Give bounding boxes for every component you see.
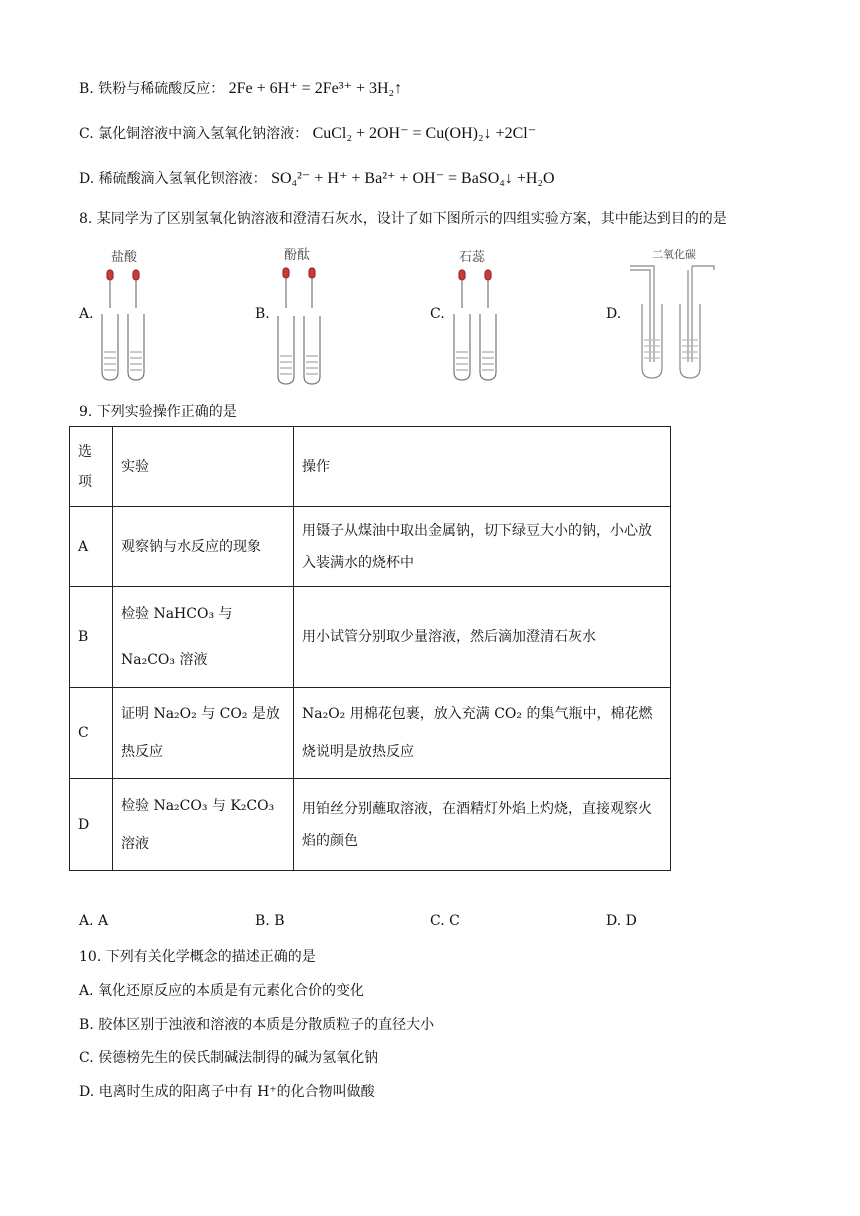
table-row <box>70 779 671 871</box>
table-row <box>70 688 671 779</box>
table-row <box>70 587 671 688</box>
row-experiment: 观察钠与水反应的现象 <box>113 507 294 587</box>
q8-option-b-letter: B. <box>255 306 270 322</box>
q7-option-d-equation: SO₄²⁻ + H⁺ + Ba²⁺ + OH⁻ = BaSO₄↓ +H₂O <box>271 170 555 187</box>
q8-option-b-reagent: 酚酞 <box>284 248 311 263</box>
q9-answer-a: A. A <box>79 913 109 929</box>
q7-option-b-label: B. 铁粉与稀硫酸反应： <box>79 81 225 97</box>
q7-option-b-equation: 2Fe + 6H⁺ = 2Fe³⁺ + 3H₂↑ <box>228 80 403 97</box>
q7-option-b <box>79 78 402 98</box>
q8-option-c-reagent: 石蕊 <box>459 250 486 265</box>
q10-option-d: D. 电离时生成的阳离子中有 H⁺的化合物叫做酸 <box>79 1084 375 1100</box>
q8-option-b-apparatus <box>272 264 332 386</box>
q10-option-c: C. 侯德榜先生的侯氏制碱法制得的碱为氢氧化钠 <box>79 1050 379 1066</box>
header-option: 选项 <box>70 427 113 507</box>
q8-option-d-letter: D. <box>606 306 622 322</box>
header-operation: 操作 <box>294 427 671 507</box>
q10-stem: 10. 下列有关化学概念的描述正确的是 <box>79 949 316 965</box>
q8-option-a-reagent: 盐酸 <box>111 250 138 265</box>
q8-option-c-apparatus <box>448 264 508 382</box>
header-experiment: 实验 <box>113 427 294 507</box>
q8-option-c-letter: C. <box>430 306 445 322</box>
q7-option-d <box>79 168 555 188</box>
q8-option-a-apparatus <box>96 264 156 382</box>
row-option: D <box>70 779 113 871</box>
q10-option-b: B. 胶体区别于浊液和溶液的本质是分散质粒子的直径大小 <box>79 1017 435 1033</box>
row-operation: 用小试管分别取少量溶液，然后滴加澄清石灰水 <box>294 587 671 688</box>
q9-answer-d: D. D <box>606 913 637 929</box>
row-operation: 用镊子从煤油中取出金属钠，切下绿豆大小的钠，小心放入装满水的烧杯中 <box>294 507 671 587</box>
q9-answer-b: B. B <box>255 913 285 929</box>
q10-option-a: A. 氧化还原反应的本质是有元素化合价的变化 <box>79 983 365 999</box>
q7-option-c <box>79 123 536 143</box>
row-option: B <box>70 587 113 688</box>
row-experiment: 检验 NaHCO₃ 与 Na₂CO₃ 溶液 <box>113 587 294 688</box>
q9-table <box>69 426 671 871</box>
q9-stem: 9. 下列实验操作正确的是 <box>79 404 237 420</box>
row-experiment: 证明 Na₂O₂ 与 CO₂ 是放热反应 <box>113 688 294 779</box>
q8-option-a-letter: A. <box>79 306 94 322</box>
q7-option-c-equation: CuCl₂ + 2OH⁻ = Cu(OH)₂↓ +2Cl⁻ <box>312 125 537 142</box>
row-experiment: 检验 Na₂CO₃ 与 K₂CO₃ 溶液 <box>113 779 294 871</box>
q8-figure <box>0 240 860 390</box>
row-option: C <box>70 688 113 779</box>
q9-answer-c: C. C <box>430 913 460 929</box>
row-operation: Na₂O₂ 用棉花包裹，放入充满 CO₂ 的集气瓶中，棉花燃烧说明是放热反应 <box>294 688 671 779</box>
row-operation: 用铂丝分别蘸取溶液，在酒精灯外焰上灼烧，直接观察火焰的颜色 <box>294 779 671 871</box>
q7-option-d-label: D. 稀硫酸滴入氢氧化钡溶液： <box>79 171 267 187</box>
q7-option-c-label: C. 氯化铜溶液中滴入氢氧化钠溶液： <box>79 126 309 142</box>
table-row <box>70 507 671 587</box>
q8-option-d-reagent: 二氧化碳 <box>652 248 696 261</box>
table-header-row <box>70 427 671 507</box>
row-option: A <box>70 507 113 587</box>
q8-stem: 8. 某同学为了区别氢氧化钠溶液和澄清石灰水，设计了如下图所示的四组实验方案，其中能达到目的的是 <box>79 211 727 227</box>
q8-option-d-apparatus <box>626 260 718 382</box>
